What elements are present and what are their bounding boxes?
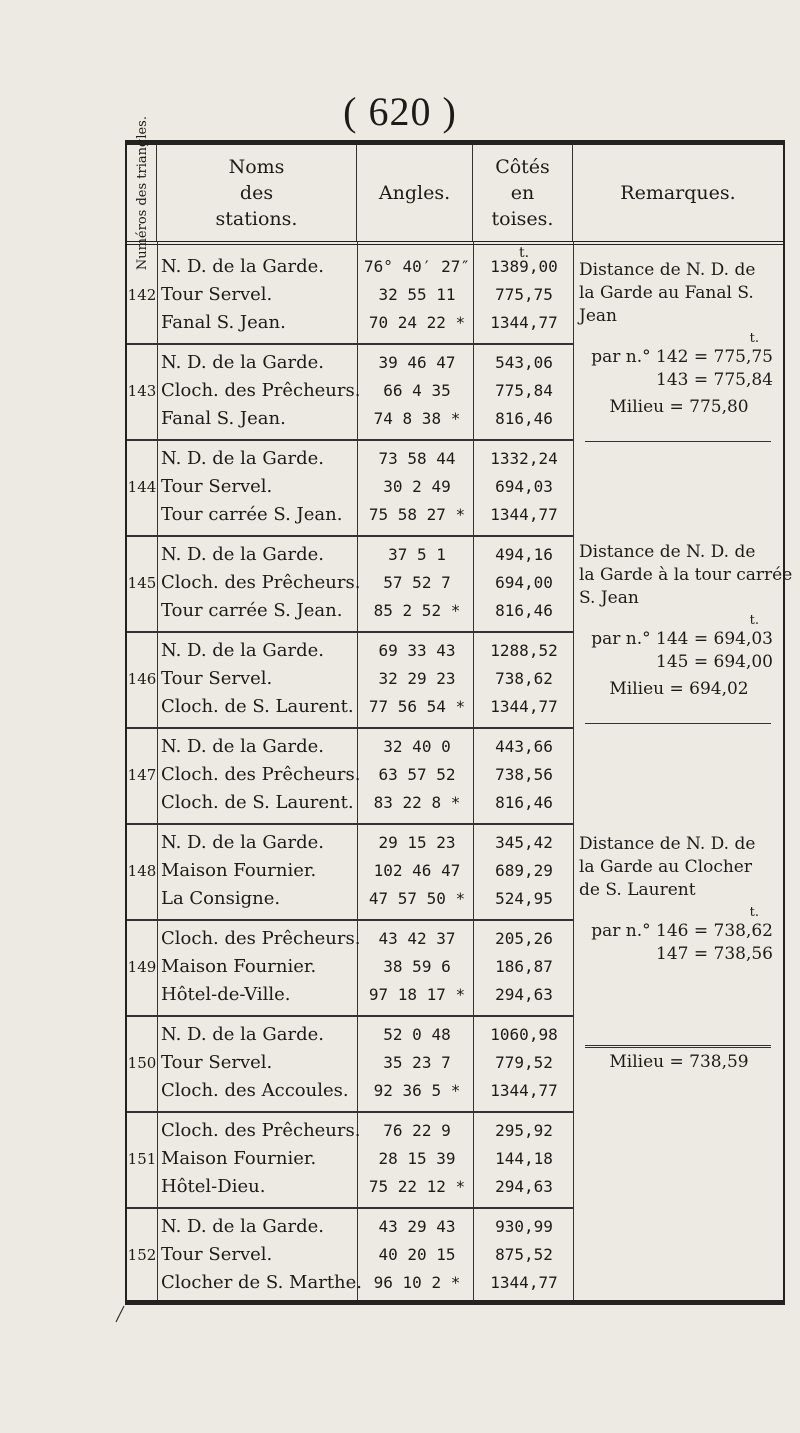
side-value: 775,75: [495, 285, 553, 304]
station-name: N. D. de la Garde.: [161, 736, 324, 757]
remark-text-line: de S. Laurent: [579, 880, 696, 900]
triangle-number: 143: [127, 382, 157, 400]
side-value: 295,92: [495, 1121, 553, 1140]
page-number: ( 620 ): [343, 89, 457, 134]
station-name: N. D. de la Garde.: [161, 448, 324, 469]
table-row: [127, 637, 573, 665]
table-row: [127, 733, 573, 761]
header-sides-line-2: en: [510, 182, 535, 204]
angle-value: 32 29 23: [378, 669, 456, 688]
station-name: N. D. de la Garde.: [161, 1024, 324, 1045]
station-name: Cloch. des Prêcheurs.: [161, 1120, 361, 1141]
station-name: Maison Fournier.: [161, 1148, 317, 1169]
angle-value: 43 29 43: [378, 1217, 456, 1236]
header-number-cell: [127, 115, 157, 271]
header-names-line-1: Noms: [228, 156, 285, 178]
station-name: La Consigne.: [161, 888, 281, 909]
remark-equation: 145 = 694,00: [656, 652, 773, 672]
angle-value: 96 10 2 *: [373, 1273, 461, 1292]
remark-block-3: [579, 833, 779, 966]
remark-equation: par n.° 146 = 738,62: [591, 921, 773, 941]
station-name: Cloch. de S. Laurent.: [161, 696, 354, 717]
ink-mark-icon: [112, 1305, 128, 1323]
side-value: 816,46: [495, 793, 553, 812]
side-value: 775,84: [495, 381, 553, 400]
remark-block-2: [579, 541, 793, 701]
triangle-number: 150: [127, 1054, 157, 1072]
remark-rule: [585, 441, 771, 442]
remark-equation: par n.° 142 = 775,75: [591, 347, 773, 367]
angle-value: 85 2 52 *: [373, 601, 461, 620]
table-row: [127, 1077, 573, 1105]
remark-mean: Milieu = 775,80: [609, 397, 749, 417]
side-value: 738,62: [495, 669, 553, 688]
angle-value: 83 22 8 *: [373, 793, 461, 812]
station-name: Cloch. de S. Laurent.: [161, 792, 354, 813]
remark-unit: t.: [749, 613, 759, 628]
table-row: [127, 829, 573, 857]
table-row: [127, 925, 573, 953]
table-row: [127, 1213, 573, 1241]
table-row: [127, 377, 573, 405]
angle-value: 74 8 38 *: [373, 409, 461, 428]
station-name: Cloch. des Prêcheurs.: [161, 572, 361, 593]
angle-value: 43 42 37: [378, 929, 456, 948]
angle-value: 32 55 11: [378, 285, 456, 304]
angle-value: 52 0 48: [383, 1025, 451, 1044]
table-row: [127, 541, 573, 569]
remark-equation: 143 = 775,84: [656, 370, 773, 390]
side-value: 345,42: [495, 833, 553, 852]
side-value: 543,06: [495, 353, 553, 372]
side-value: 186,87: [495, 957, 553, 976]
station-name: Fanal S. Jean.: [161, 408, 286, 429]
table-row: [127, 1021, 573, 1049]
header-sides-line-3: toises.: [491, 208, 554, 230]
triangle-number: 152: [127, 1246, 157, 1264]
side-value: 930,99: [495, 1217, 553, 1236]
table-row: [127, 1049, 573, 1077]
angle-value: 66 4 35: [383, 381, 451, 400]
angle-value: 37 5 1: [388, 545, 446, 564]
table-row: [127, 501, 573, 529]
side-value: 144,18: [495, 1149, 553, 1168]
header-sides-cell: [473, 145, 573, 241]
table-row: [127, 885, 573, 913]
side-value: 1060,98: [490, 1025, 558, 1044]
angle-value: 39 46 47: [378, 353, 456, 372]
side-value: 1389,00: [490, 257, 558, 276]
table-row: [127, 857, 573, 885]
remark-text-line: la Garde à la tour carrée: [579, 565, 793, 585]
station-name: N. D. de la Garde.: [161, 1216, 324, 1237]
remark-equation: 147 = 738,56: [656, 944, 773, 964]
station-name: N. D. de la Garde.: [161, 352, 324, 373]
side-value: 1344,77: [490, 1081, 558, 1100]
header-names-line-3: stations.: [215, 208, 298, 230]
side-value: 1344,77: [490, 697, 558, 716]
station-name: Cloch. des Accoules.: [161, 1080, 349, 1101]
station-name: Clocher de S. Marthe.: [161, 1272, 363, 1293]
side-value: 875,52: [495, 1245, 553, 1264]
station-name: N. D. de la Garde.: [161, 640, 324, 661]
side-value: 494,16: [495, 545, 553, 564]
angle-value: 92 36 5 *: [373, 1081, 461, 1100]
station-name: Cloch. des Prêcheurs.: [161, 928, 361, 949]
toises-unit-mark: t.: [518, 245, 530, 261]
triangle-number: 145: [127, 574, 157, 592]
angle-value: 69 33 43: [378, 641, 456, 660]
group-separator: [127, 1111, 573, 1113]
group-separator: [127, 727, 573, 729]
remark-mean: Milieu = 738,59: [609, 1052, 749, 1072]
triangle-number: 142: [127, 286, 157, 304]
station-name: Maison Fournier.: [161, 860, 317, 881]
station-name: Tour Servel.: [161, 668, 273, 689]
remark-block-1: [579, 259, 779, 419]
angle-value: 32 40 0: [383, 737, 451, 756]
angle-value: 35 23 7: [383, 1053, 451, 1072]
station-name: Tour carrée S. Jean.: [161, 504, 343, 525]
triangle-number: 146: [127, 670, 157, 688]
table-row: [127, 405, 573, 433]
triangle-number: 151: [127, 1150, 157, 1168]
angle-value: 75 22 12 *: [368, 1177, 466, 1196]
angle-value: 102 46 47: [373, 861, 461, 880]
side-value: 738,56: [495, 765, 553, 784]
side-value: 1332,24: [490, 449, 558, 468]
remark-text-line: la Garde au Fanal S.: [579, 283, 754, 303]
angle-value: 73 58 44: [378, 449, 456, 468]
station-name: Fanal S. Jean.: [161, 312, 286, 333]
remark-text-line: la Garde au Clocher: [579, 857, 752, 877]
header-names-line-2: des: [239, 182, 274, 204]
station-name: N. D. de la Garde.: [161, 544, 324, 565]
station-name: Tour Servel.: [161, 476, 273, 497]
table-row: [127, 953, 573, 981]
remark-text-line: Distance de N. D. de: [579, 542, 756, 562]
side-value: 816,46: [495, 409, 553, 428]
table-row: [127, 473, 573, 501]
group-separator: [127, 631, 573, 633]
angle-value: 40 20 15: [378, 1245, 456, 1264]
angle-value: 97 18 17 *: [368, 985, 466, 1004]
table-row: [127, 569, 573, 597]
angle-value: 30 2 49: [383, 477, 451, 496]
triangle-number: 147: [127, 766, 157, 784]
table-row: [127, 1117, 573, 1145]
station-name: Maison Fournier.: [161, 956, 317, 977]
group-separator: [127, 1015, 573, 1017]
side-value: 1288,52: [490, 641, 558, 660]
table-row: [127, 789, 573, 817]
side-value: 294,63: [495, 1177, 553, 1196]
triangle-number: 144: [127, 478, 157, 496]
angle-value: 76 22 9: [383, 1121, 451, 1140]
table-row: [127, 1173, 573, 1201]
angle-value: 28 15 39: [378, 1149, 456, 1168]
header-names-cell: [157, 145, 357, 241]
group-separator: [127, 439, 573, 441]
table-row: [127, 693, 573, 721]
side-value: 1344,77: [490, 313, 558, 332]
remark-rule: [585, 723, 771, 724]
table-row: [127, 253, 573, 281]
remark-mean-block-3: [579, 1051, 779, 1074]
column-rule: [573, 241, 574, 1300]
group-separator: [127, 1207, 573, 1209]
angle-value: 47 57 50 *: [368, 889, 466, 908]
station-name: Cloch. des Prêcheurs.: [161, 380, 361, 401]
angle-value: 76° 40′ 27″: [364, 257, 470, 276]
table-row: [127, 761, 573, 789]
triangle-number: 149: [127, 958, 157, 976]
angle-value: 70 24 22 *: [368, 313, 466, 332]
group-separator: [127, 823, 573, 825]
station-name: Tour Servel.: [161, 1244, 273, 1265]
header-sides-line-1: Côtés: [495, 156, 550, 178]
table-row: [127, 309, 573, 337]
side-value: 1344,77: [490, 1273, 558, 1292]
table-row: [127, 597, 573, 625]
side-value: 1344,77: [490, 505, 558, 524]
angle-value: 29 15 23: [378, 833, 456, 852]
station-name: Hôtel-de-Ville.: [161, 984, 291, 1005]
group-separator: [127, 343, 573, 345]
side-value: 694,03: [495, 477, 553, 496]
header-angles-cell: [357, 145, 473, 241]
table-row: [127, 281, 573, 309]
table-row: [127, 1145, 573, 1173]
side-value: 689,29: [495, 861, 553, 880]
angle-value: 75 58 27 *: [368, 505, 466, 524]
station-name: Tour carrée S. Jean.: [161, 600, 343, 621]
side-value: 205,26: [495, 929, 553, 948]
station-name: N. D. de la Garde.: [161, 256, 324, 277]
table-row: [127, 665, 573, 693]
remark-unit: t.: [749, 331, 759, 346]
side-value: 816,46: [495, 601, 553, 620]
remark-text-line: S. Jean: [579, 588, 639, 608]
header-angles-label: Angles.: [378, 182, 451, 204]
angle-value: 38 59 6: [383, 957, 451, 976]
triangles-table: [125, 115, 793, 1305]
table-row: [127, 1241, 573, 1269]
station-name: Tour Servel.: [161, 1052, 273, 1073]
station-name: N. D. de la Garde.: [161, 832, 324, 853]
remark-text-line: Jean: [579, 306, 617, 326]
angle-value: 57 52 7: [383, 573, 451, 592]
group-separator: [127, 919, 573, 921]
side-value: 443,66: [495, 737, 553, 756]
remark-text-line: Distance de N. D. de: [579, 260, 756, 280]
angle-value: 63 57 52: [378, 765, 456, 784]
side-value: 694,00: [495, 573, 553, 592]
remark-equation: par n.° 144 = 694,03: [591, 629, 773, 649]
station-name: Cloch. des Prêcheurs.: [161, 764, 361, 785]
station-name: Tour Servel.: [161, 284, 273, 305]
remark-rule: [585, 1045, 771, 1048]
angle-value: 77 56 54 *: [368, 697, 466, 716]
triangle-number: 148: [127, 862, 157, 880]
side-value: 524,95: [495, 889, 553, 908]
table-row: [127, 1269, 573, 1297]
side-value: 779,52: [495, 1053, 553, 1072]
table-row: [127, 349, 573, 377]
group-separator: [127, 535, 573, 537]
remark-mean: Milieu = 694,02: [609, 679, 749, 699]
table-row: [127, 981, 573, 1009]
header-number-label: Numéros des triangles.: [134, 115, 150, 271]
header-remarks-cell: [573, 145, 783, 241]
remark-unit: t.: [749, 905, 759, 920]
station-name: Hôtel-Dieu.: [161, 1176, 266, 1197]
table-row: [127, 445, 573, 473]
remark-text-line: Distance de N. D. de: [579, 834, 756, 854]
header-remarks-label: Remarques.: [620, 182, 736, 204]
side-value: 294,63: [495, 985, 553, 1004]
